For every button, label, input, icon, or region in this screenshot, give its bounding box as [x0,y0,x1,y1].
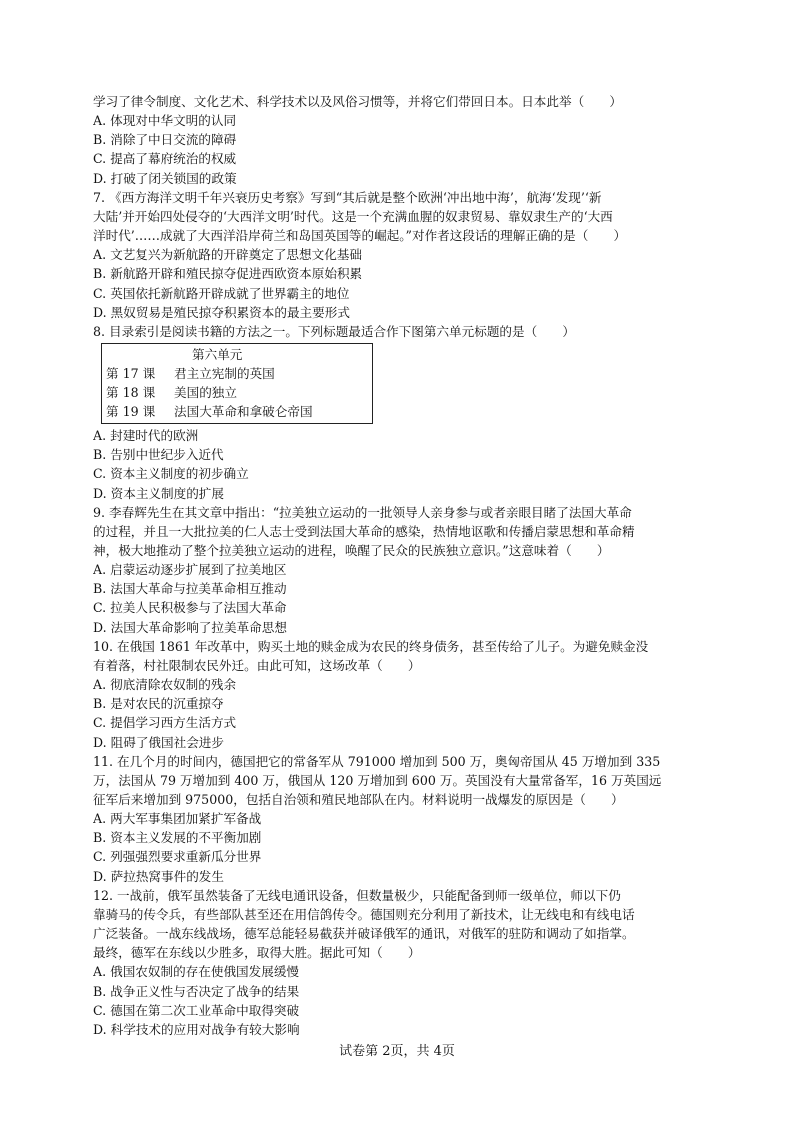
lesson-title: 法国大革命和拿破仑帝国 [174,404,313,420]
text-line: 12. 一战前，俄军虽然装备了无线电通讯设备，但数量极少，只能配备到师一级单位，师以下仍 [93,887,621,903]
text-line: D. 资本主义制度的扩展 [93,485,224,501]
text-line: 7. 《西方海洋文明千年兴衰历史考察》写到“其后就是整个欧洲‘冲出地中海’，航海‘发现’‘新 [93,189,602,205]
text-line: C. 德国在第二次工业革命中取得突破 [93,1002,300,1018]
text-line: C. 提倡学习西方生活方式 [93,715,237,731]
text-line: 征军后来增加到 975000，包括自治领和殖民地部队在内。材料说明一战爆发的原因是（ ） [93,792,624,807]
question-block-bottom [93,426,705,1039]
text-line: A. 两大军事集团加紧扩军备战 [93,811,262,827]
text-line: A. 启蒙运动逐步扩展到了拉美地区 [93,562,287,578]
text-line: D. 打破了闭关锁国的政策 [93,170,237,186]
text-line: 靠骑马的传令兵，有些部队甚至还在用信鸽传令。德国则充分利用了新技术，让无线电和有线电话 [93,906,635,922]
text-line: 最终，德军在东线以少胜多，取得大胜。据此可知（ ） [93,945,421,961]
text-line: 的过程，并且一大批拉美的仁人志士受到法国大革命的感染，热情地讴歌和传播启蒙思想和革命精 [93,523,635,539]
lesson-row [106,402,368,421]
question-block-top [93,92,705,341]
text-line: D. 科学技术的应用对战争有较大影响 [93,1021,300,1037]
text-line: B. 消除了中日交流的障碍 [93,132,237,148]
text-line: B. 法国大革命与拉美革命相互推动 [93,581,287,597]
text-line: 8. 目录索引是阅读书籍的方法之一。下列标题最适合作下图第六单元标题的是（ ） [93,323,575,339]
lesson-number: 第 18 课 [106,385,156,401]
lesson-row [106,364,368,383]
lesson-title: 美国的独立 [174,385,237,401]
text-line: B. 新航路开辟和殖民掠夺促进西欧资本原始积累 [93,266,363,282]
exam-page-content [93,92,705,1039]
text-line: 神，极大地推动了整个拉美独立运动的进程，唤醒了民众的民族独立意识。”这意味着（ ） [93,542,610,558]
lesson-title: 君主立宪制的英国 [174,366,275,382]
text-line: A. 彻底清除农奴制的残余 [93,677,237,693]
text-line: C. 列强强烈要求重新瓜分世界 [93,849,262,865]
text-line: 9. 李春辉先生在其文章中指出：“拉美独立运动的一批领导人亲身参与或者亲眼目睹了法国大革命 [93,504,632,520]
text-line: A. 俄国农奴制的存在使俄国发展缓慢 [93,964,300,980]
text-line: 广泛装备。一战东线战场，德军总能轻易截获并破译俄军的通讯，对俄军的驻防和调动了如指掌。 [93,926,635,942]
text-line: D. 法国大革命影响了拉美革命思想 [93,619,287,635]
text-line: 学习了律令制度、文化艺术、科学技术以及风俗习惯等，并将它们带回日本。日本此举（ ） [93,94,622,109]
text-line: 洋时代’……成就了大西洋沿岸荷兰和岛国英国等的崛起。”对作者这段话的理解正确的是（ ） [93,228,627,244]
text-line: D. 黑奴贸易是殖民掠夺积累资本的最主要形式 [93,304,350,320]
text-line: B. 资本主义发展的不平衡加剧 [93,830,262,846]
lesson-number: 第 17 课 [106,366,156,382]
text-line: A. 体现对中华文明的认同 [93,113,237,129]
unit-title: 第六单元 [192,347,243,363]
text-line: 大陆’并开始四处侵夺的‘大西洋文明’时代。这是一个充满血腥的奴隶贸易、靠奴隶生产的‘大西 [93,208,613,224]
text-line: D. 萨拉热窝事件的发生 [93,868,224,884]
text-line: A. 封建时代的欧洲 [93,428,199,444]
text-line: 11. 在几个月的时间内，德国把它的常备军从 791000 增加到 500 万，奥匈帝国从 45 万增加到 335 [93,753,661,769]
text-line: C. 英国依托新航路开辟成就了世界霸主的地位 [93,285,350,301]
page-footer: 试卷第 2页，共 4页 [339,1044,455,1059]
text-line: C. 资本主义制度的初步确立 [93,466,249,482]
text-line: A. 文艺复兴为新航路的开辟奠定了思想文化基础 [93,247,362,263]
table-of-contents-box [101,343,373,424]
text-line: C. 拉美人民积极参与了法国大革命 [93,600,287,616]
text-line: 万，法国从 79 万增加到 400 万，俄国从 120 万增加到 600 万。英国没有大量常备军，16 万英国远 [93,772,662,788]
lesson-number: 第 19 课 [106,404,156,420]
text-line: B. 告别中世纪步入近代 [93,447,224,463]
text-line: 10. 在俄国 1861 年改革中，购买土地的赎金成为农民的终身债务，甚至传给了儿子。为避免赎金没 [93,638,649,654]
text-line: B. 是对农民的沉重掠夺 [93,696,224,712]
text-line: B. 战争正义性与否决定了战争的结果 [93,983,300,999]
text-line: 有着落，村社限制农民外迁。由此可知，这场改革（ ） [93,657,421,673]
text-line: C. 提高了幕府统治的权威 [93,151,237,167]
lesson-row [106,383,368,402]
text-line: D. 阻碍了俄国社会进步 [93,734,224,750]
